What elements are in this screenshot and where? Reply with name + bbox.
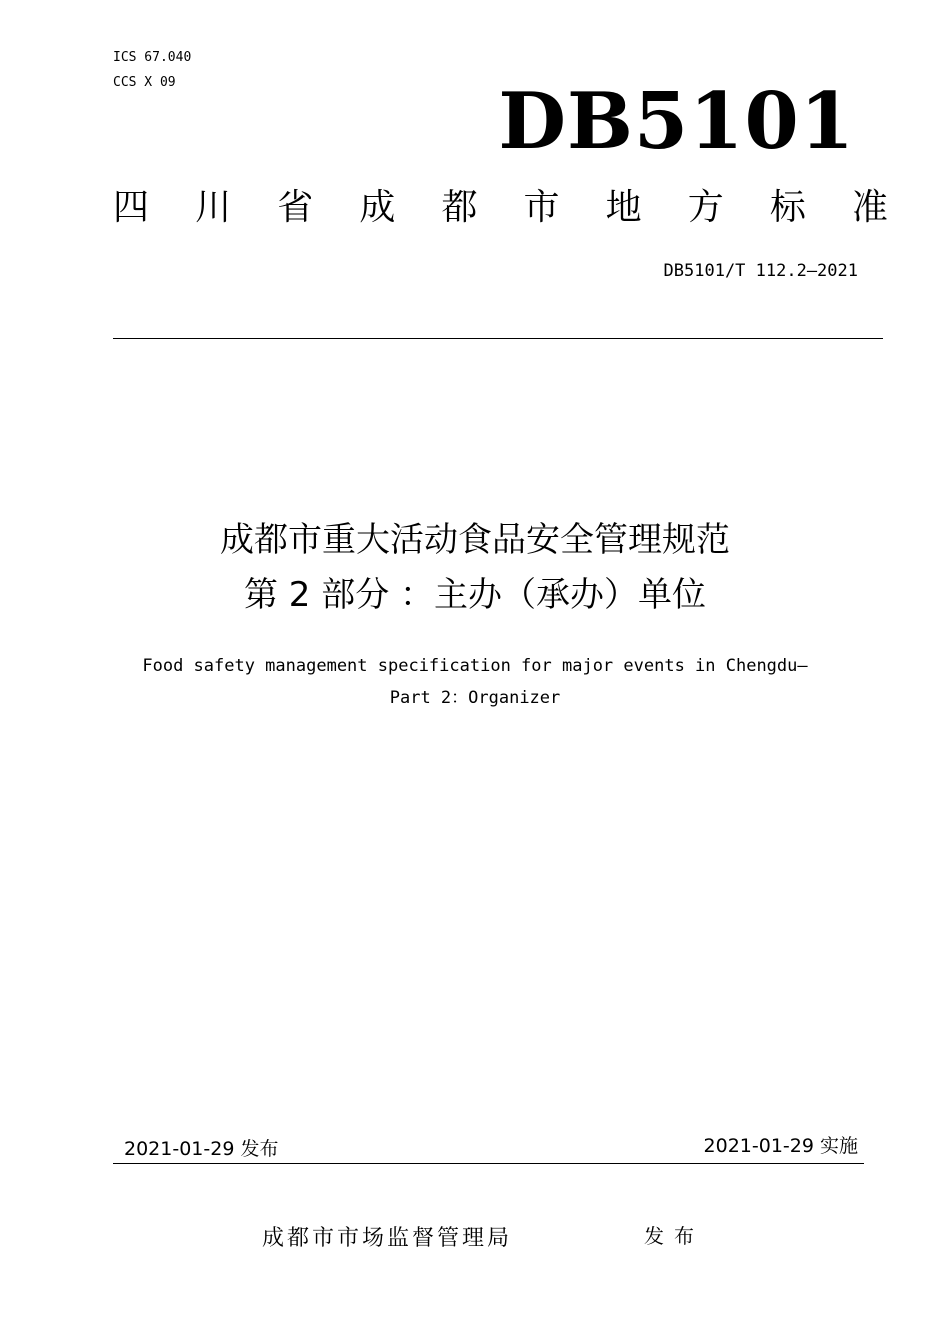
standard-type-char: 市 [523, 187, 560, 228]
standard-type-heading [113, 186, 888, 230]
standard-type-char: 地 [605, 187, 642, 228]
standard-type-char: 成 [359, 187, 396, 228]
issue-label: 发布 [644, 1224, 704, 1248]
ccs-code: CCS X 09 [113, 75, 176, 90]
standard-type-char: 方 [687, 187, 724, 228]
issuing-authority: 成都市市场监督管理局 [262, 1226, 513, 1251]
title-chinese-line-1: 成都市重大活动食品安全管理规范 [220, 520, 730, 560]
standard-number: DB5101/T 112.2—2021 [663, 261, 858, 281]
bottom-divider [113, 1163, 864, 1164]
db-code-mark: DB5101 [498, 76, 855, 167]
standard-type-char: 四 [113, 187, 150, 228]
standard-type-char: 省 [277, 187, 314, 228]
title-english-line-1: Food safety management specification for major events in Chengdu— [142, 656, 808, 676]
standard-type-char: 川 [195, 187, 232, 228]
standard-type-char: 都 [441, 187, 478, 228]
top-divider [113, 338, 883, 339]
standard-type-char: 准 [851, 187, 888, 228]
standard-type-char: 标 [769, 187, 806, 228]
implementation-date: 2021-01-29 实施 [703, 1135, 858, 1157]
title-english-line-2: Part 2：Organizer [389, 688, 561, 708]
ics-code: ICS 67.040 [113, 50, 192, 65]
issue-date: 2021-01-29 发布 [124, 1138, 279, 1160]
title-chinese-line-2: 第 2 部分 ：主办（承办）单位 [243, 575, 707, 615]
